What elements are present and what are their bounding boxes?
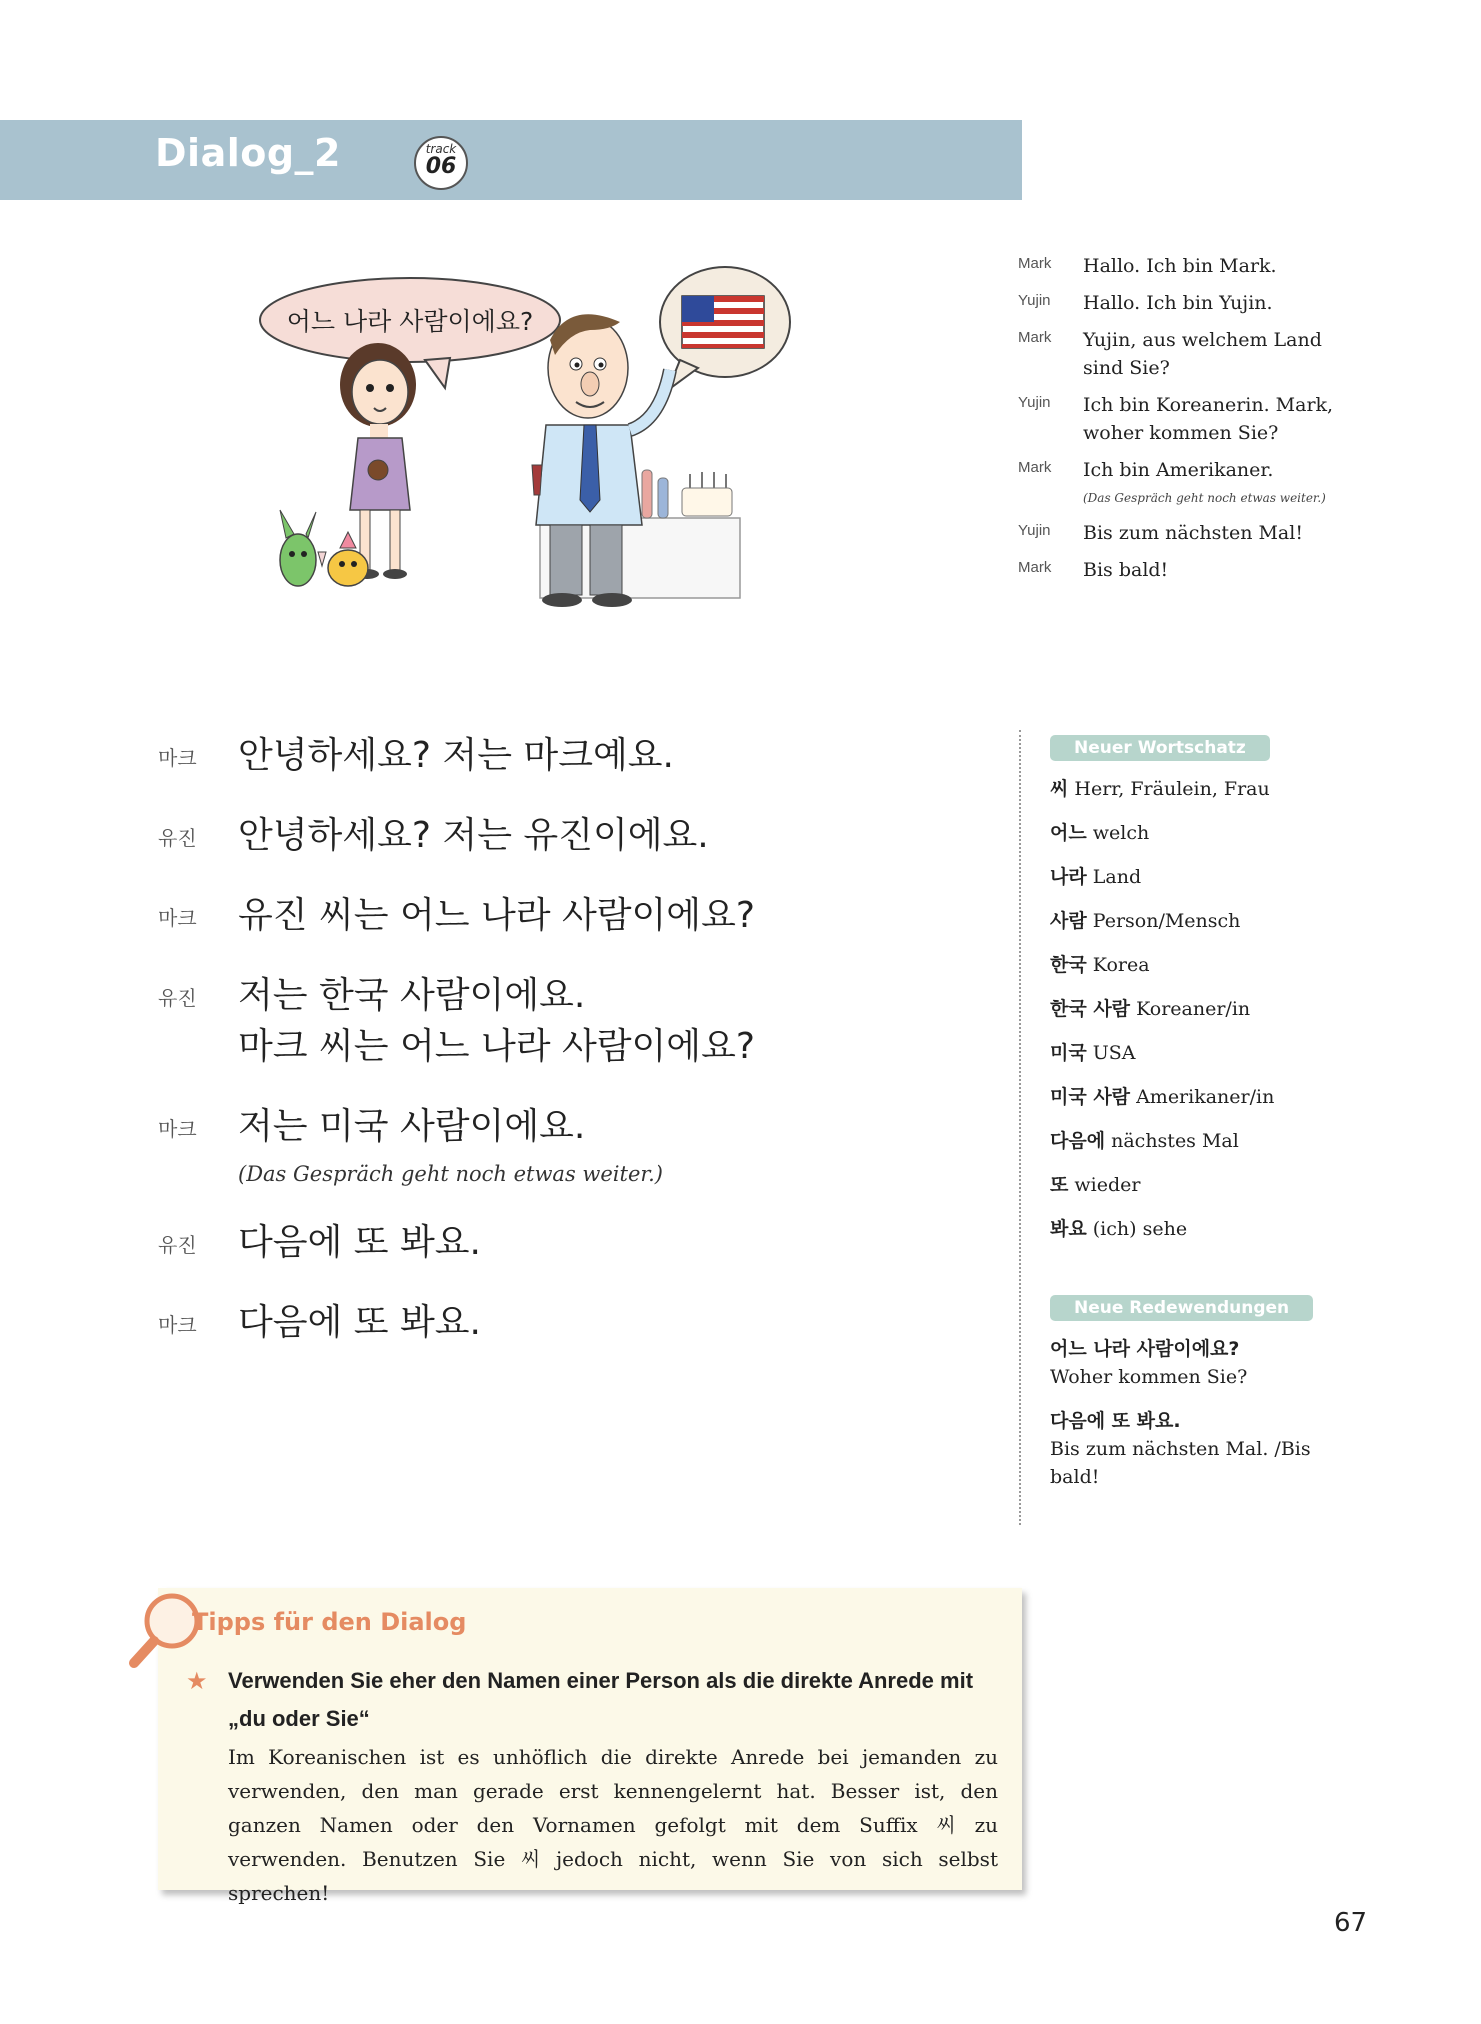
- vocab-korean: 미국: [1050, 1042, 1087, 1064]
- section-header-band: [0, 120, 1022, 200]
- flag-bubble: [660, 267, 790, 390]
- translation-text: Ich bin Koreanerin. Mark, woher kommen Sie?: [1083, 394, 1334, 444]
- vocab-korean: 봐요: [1050, 1218, 1087, 1240]
- phrase-german: Woher kommen Sie?: [1050, 1366, 1248, 1388]
- vocab-german: Person/Mensch: [1092, 910, 1241, 932]
- tips-body: Im Koreanischen ist es unhöflich die direkte Anrede bei jemanden zu verwenden, den man gerade erst kennengelernt hat. Besser ist, den ganzen Namen oder den Vornamen gefolgt mit dem Suffix 씨 zu verwenden. Benutzen Sie 씨 jedoch nicht, wenn Sie von sich selbst sprechen!: [228, 1745, 998, 1905]
- vocab-korean: 씨: [1050, 778, 1069, 800]
- vocabulary-item: [1050, 1215, 1350, 1243]
- translation-line: [1018, 252, 1358, 280]
- vocab-german: wieder: [1074, 1174, 1141, 1196]
- phrase-item: [1050, 1335, 1350, 1391]
- vocabulary-item: [1050, 1127, 1350, 1155]
- vocabulary-item: [1050, 819, 1350, 847]
- translation-speaker: Mark: [1018, 329, 1052, 346]
- translation-line: [1018, 326, 1358, 382]
- us-flag-icon: [682, 296, 764, 348]
- dialog-text: 안녕하세요? 저는 마크예요.: [238, 735, 674, 776]
- vocabulary-sidebar: [1050, 735, 1350, 1507]
- translation-speaker: Mark: [1018, 459, 1052, 476]
- dialog-line: [158, 1297, 998, 1348]
- translation-speaker: Yujin: [1018, 292, 1051, 309]
- vocab-german: USA: [1092, 1042, 1136, 1064]
- vocab-german: (ich) sehe: [1092, 1218, 1188, 1240]
- dialog-speaker: 유진: [158, 826, 197, 850]
- translation-text: Yujin, aus welchem Land sind Sie?: [1083, 329, 1322, 379]
- dialog-speaker: 유진: [158, 1233, 197, 1257]
- track-label: track: [425, 142, 457, 156]
- tips-heading: Verwenden Sie eher den Namen einer Person als die direkte Anrede mit „du oder Sie“: [228, 1668, 974, 1731]
- dialog-line: [158, 810, 998, 861]
- vocab-korean: 또: [1050, 1174, 1069, 1196]
- phrase-item: [1050, 1407, 1350, 1491]
- dialog-speaker: 마크: [158, 746, 197, 770]
- vocab-korean: 한국 사람: [1050, 998, 1131, 1020]
- korean-dialog: [158, 730, 998, 1377]
- dialog-text: 다음에 또 봐요.: [238, 1302, 481, 1343]
- phrases-list: [1050, 1335, 1350, 1491]
- mascot-characters: [280, 510, 368, 586]
- vocabulary-item: [1050, 995, 1350, 1023]
- dialog-text: 저는 미국 사람이에요.: [238, 1106, 586, 1147]
- vocabulary-item: [1050, 1039, 1350, 1067]
- translation-line: [1018, 391, 1358, 447]
- dialog-line: [158, 970, 998, 1072]
- translation-line: [1018, 556, 1358, 584]
- dialog-note: (Das Gespräch geht noch etwas weiter.): [238, 1162, 663, 1186]
- translation-line: [1018, 456, 1358, 484]
- vocabulary-title-pill: Neuer Wortschatz: [1050, 735, 1270, 761]
- dialog-text: 안녕하세요? 저는 유진이에요.: [238, 815, 709, 856]
- section-title: Dialog_2: [155, 131, 341, 175]
- vocabulary-item: [1050, 1083, 1350, 1111]
- vocabulary-item: [1050, 907, 1350, 935]
- tips-title: Tipps für den Dialog: [192, 1608, 467, 1636]
- translation-column: [1018, 252, 1358, 593]
- translation-text: Bis zum nächsten Mal!: [1083, 522, 1303, 544]
- dialog-text: 유진 씨는 어느 나라 사람이에요?: [238, 895, 755, 936]
- sidebar-divider: [1019, 730, 1021, 1525]
- phrase-korean: 다음에 또 봐요.: [1050, 1410, 1181, 1432]
- vocab-korean: 미국 사람: [1050, 1086, 1131, 1108]
- translation-text: Bis bald!: [1083, 559, 1169, 581]
- vocabulary-item: [1050, 1171, 1350, 1199]
- phrases-title-pill: Neue Redewendungen: [1050, 1295, 1313, 1321]
- dialog-speaker: 유진: [158, 986, 197, 1010]
- dialog-line: [158, 1101, 998, 1188]
- vocab-korean: 어느: [1050, 822, 1087, 844]
- phrase-korean: 어느 나라 사람이에요?: [1050, 1338, 1240, 1360]
- translation-speaker: Mark: [1018, 255, 1052, 272]
- translation-text: Ich bin Amerikaner.: [1083, 459, 1274, 481]
- dialog-line: [158, 1217, 998, 1268]
- vocab-german: welch: [1092, 822, 1150, 844]
- dialog-speaker: 마크: [158, 1117, 197, 1141]
- audio-track-badge[interactable]: [414, 136, 468, 190]
- vocab-korean: 사람: [1050, 910, 1087, 932]
- page-number: 67: [1334, 1908, 1368, 1938]
- vocabulary-item: [1050, 775, 1350, 803]
- dialog-line: [158, 730, 998, 781]
- vocab-korean: 다음에: [1050, 1130, 1106, 1152]
- translation-speaker: Yujin: [1018, 522, 1051, 539]
- dialog-text: 다음에 또 봐요.: [238, 1222, 481, 1263]
- vocab-german: nächstes Mal: [1111, 1130, 1239, 1152]
- translation-text: Hallo. Ich bin Mark.: [1083, 255, 1277, 277]
- vocab-german: Herr, Fräulein, Frau: [1074, 778, 1270, 800]
- translation-line: [1018, 289, 1358, 317]
- translation-text: Hallo. Ich bin Yujin.: [1083, 292, 1273, 314]
- phrase-german: Bis zum nächsten Mal. /Bis bald!: [1050, 1438, 1311, 1488]
- vocabulary-item: [1050, 863, 1350, 891]
- dialog-text: 저는 한국 사람이에요.: [238, 975, 586, 1016]
- translation-line: [1018, 519, 1358, 547]
- dialog-illustration: [250, 260, 810, 620]
- translation-speaker: Yujin: [1018, 394, 1051, 411]
- dialog-speaker: 마크: [158, 906, 197, 930]
- dialog-speaker: 마크: [158, 1313, 197, 1337]
- translation-note: (Das Gespräch geht noch etwas weiter.): [1083, 491, 1326, 505]
- dialog-text-continued: 마크 씨는 어느 나라 사람이에요?: [238, 1026, 755, 1067]
- dialog-line: [158, 890, 998, 941]
- speech-bubble-text: 어느 나라 사람이에요?: [286, 307, 534, 336]
- vocab-german: Land: [1092, 866, 1142, 888]
- vocab-german: Amerikaner/in: [1136, 1086, 1275, 1108]
- vocab-german: Korea: [1092, 954, 1150, 976]
- star-icon: ★: [186, 1667, 208, 1695]
- translation-speaker: Mark: [1018, 559, 1052, 576]
- track-number: 06: [425, 154, 457, 179]
- vocabulary-list: [1050, 775, 1350, 1243]
- vocabulary-item: [1050, 951, 1350, 979]
- vocab-korean: 한국: [1050, 954, 1087, 976]
- vocab-korean: 나라: [1050, 866, 1087, 888]
- vocab-german: Koreaner/in: [1136, 998, 1251, 1020]
